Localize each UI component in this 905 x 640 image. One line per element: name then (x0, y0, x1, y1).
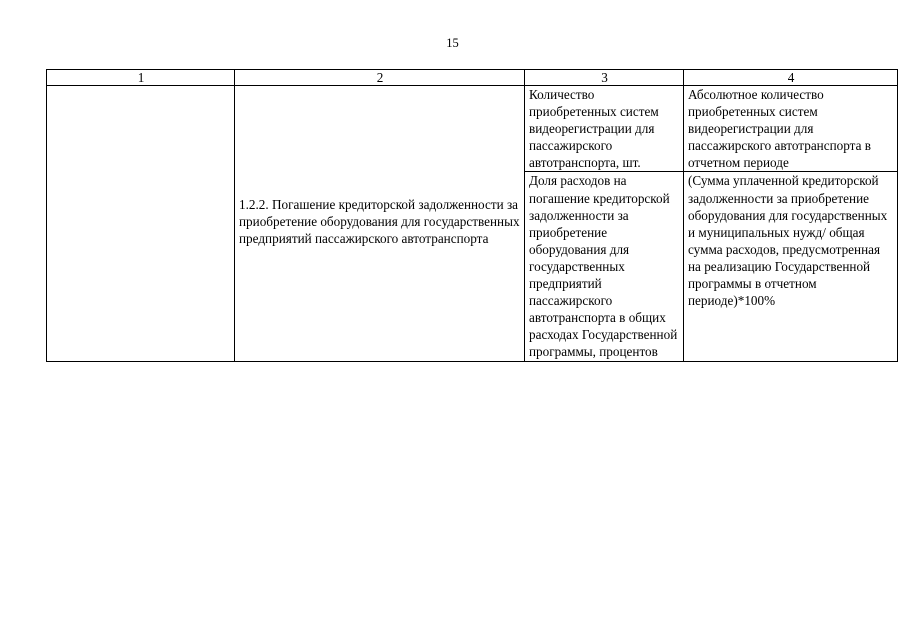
empty-cell (47, 86, 235, 362)
column-header-3: 3 (525, 70, 684, 86)
table-row (47, 86, 898, 172)
column-header-4: 4 (684, 70, 898, 86)
page-number: 15 (446, 36, 459, 50)
column-header-2: 2 (235, 70, 525, 86)
indicator-table (46, 69, 898, 362)
indicator-cell: Доля расходов на погашение кредиторской задолженности за приобретение оборудования для государственных предприятий пассажирского автотранспорта в общих расходах Государственной программы, процентов (525, 172, 684, 361)
formula-cell: (Сумма уплаченной кредиторской задолженности за приобретение оборудования для государственных и муниципальных нужд/ общая сумма расходов, предусмотренная на реализацию Государственной программы в отчетном периоде)*100% (684, 172, 898, 361)
indicator-cell: Количество приобретенных систем видеорегистрации для пассажирского автотранспорта, шт. (525, 86, 684, 172)
formula-cell: Абсолютное количество приобретенных систем видеорегистрации для пассажирского автотранспорта в отчетном периоде (684, 86, 898, 172)
column-header-1: 1 (47, 70, 235, 86)
activity-cell (235, 86, 525, 362)
table-header-row (47, 70, 898, 86)
activity-text: 1.2.2. Погашение кредиторской задолженности за приобретение оборудования для государственных предприятий пассажирского автотранспорта (239, 197, 520, 247)
